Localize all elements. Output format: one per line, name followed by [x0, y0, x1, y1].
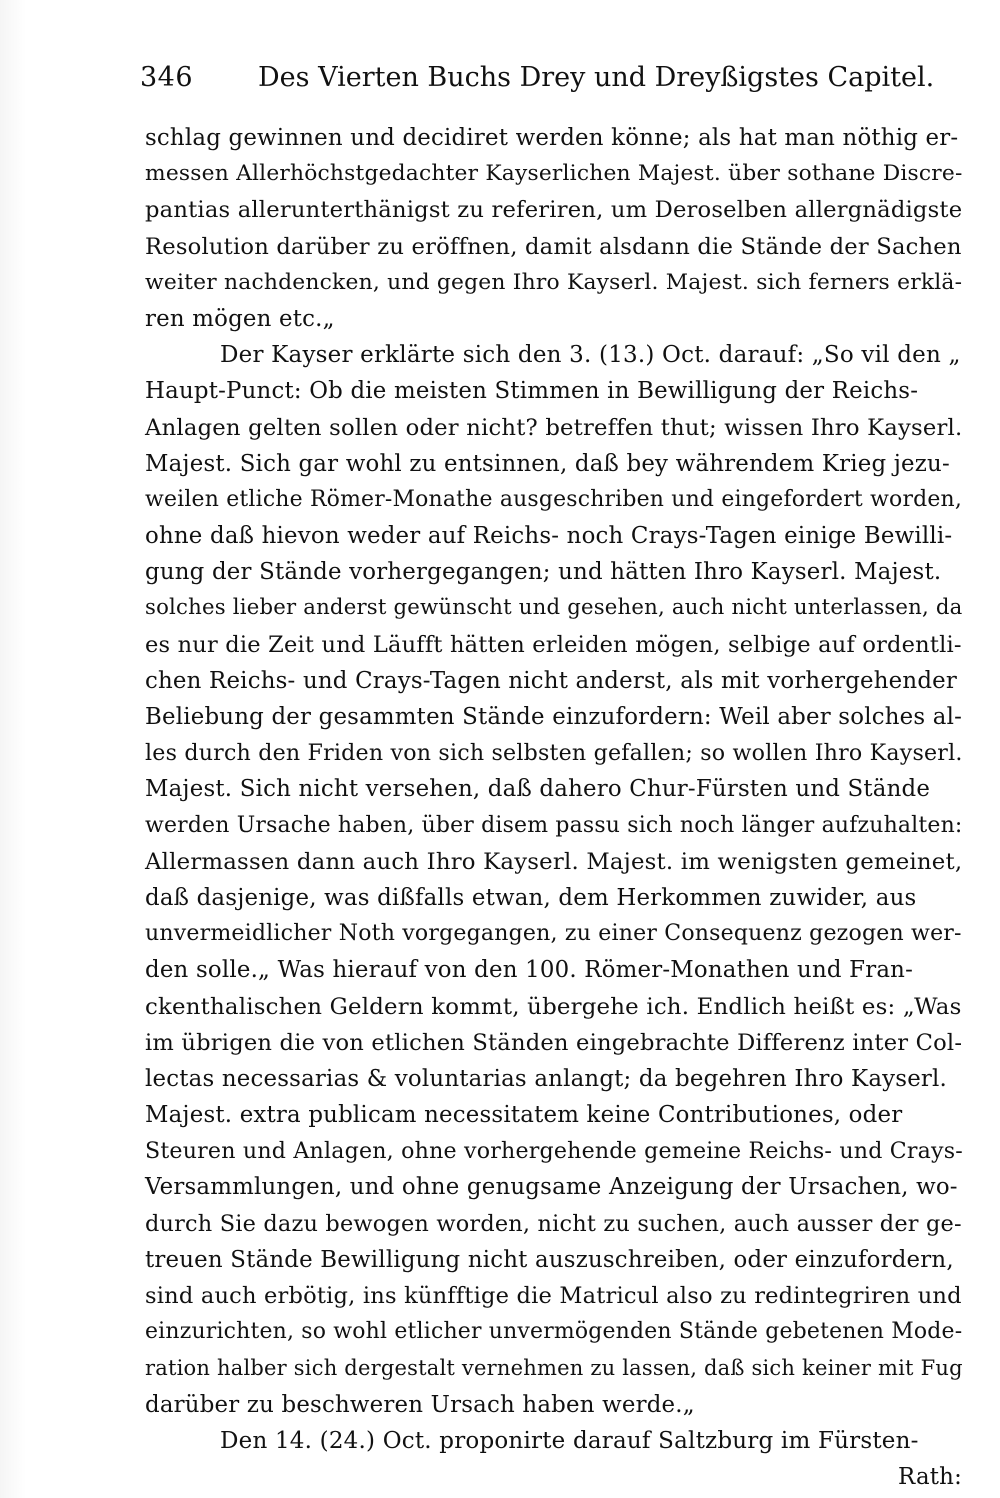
text-line: messen Allerhöchstgedachter Kayserlichen Majest. über sothane Discre- — [145, 161, 963, 187]
text-line: es nur die Zeit und Läufft hätten erleiden mögen, selbige auf ordentli- — [145, 631, 962, 658]
text-line: les durch den Friden von sich selbsten gefallen; so wollen Ihro Kayserl. — [145, 740, 963, 767]
text-line: durch Sie dazu bewogen worden, nicht zu suchen, auch ausser der ge- — [145, 1210, 962, 1237]
text-line: darüber zu beschweren Ursach haben werde.„ — [145, 1391, 695, 1418]
text-line: Steuren und Anlagen, ohne vorhergehende gemeine Reichs- und Crays- — [145, 1138, 963, 1165]
page-number: 346 — [140, 62, 194, 93]
text-line: Allermassen dann auch Ihro Kayserl. Majest. im wenigsten gemeinet, — [145, 848, 963, 875]
page-edge-shadow — [0, 0, 26, 1498]
text-line: einzurichten, so wohl etlicher unvermögenden Stände gebetenen Mode- — [145, 1319, 963, 1345]
text-line: im übrigen die von etlichen Ständen eingebrachte Differenz inter Col- — [145, 1029, 963, 1056]
text-line: werden Ursache haben, über disem passu sich noch länger aufzuhalten: — [145, 812, 963, 838]
body-text — [145, 120, 967, 1495]
catchword-line: Rath: — [898, 1463, 962, 1490]
text-line: Resolution darüber zu eröffnen, damit alsdann die Stände der Sachen — [145, 233, 962, 260]
paragraph-start-line: Der Kayser erklärte sich den 3. (13.) Oct. darauf: „So vil den „ — [220, 342, 961, 369]
text-line: weiter nachdencken, und gegen Ihro Kayserl. Majest. sich ferners erklä- — [145, 269, 963, 295]
text-line: Majest. extra publicam necessitatem keine Contributiones, oder — [145, 1102, 903, 1129]
text-line: sind auch erbötig, ins künfftige die Matricul also zu redintegriren und — [145, 1283, 962, 1309]
text-line: lectas necessarias & voluntarias anlangt; da begehren Ihro Kayserl. — [145, 1065, 948, 1092]
text-line: Majest. Sich gar wohl zu entsinnen, daß bey währendem Krieg jezu- — [145, 450, 950, 477]
running-head: Des Vierten Buchs Drey und Dreyßigstes Capitel. — [258, 62, 935, 93]
text-line: weilen etliche Römer-Monathe ausgeschriben und eingefordert worden, — [145, 486, 963, 512]
text-line: schlag gewinnen und decidiret werden könne; als hat man nöthig er- — [145, 125, 959, 151]
text-line: ohne daß hievon weder auf Reichs- noch Crays-Tagen einige Bewilli- — [145, 523, 953, 550]
text-line: Anlagen gelten sollen oder nicht? betreffen thut; wissen Ihro Kayserl. — [145, 414, 963, 441]
text-line: pantias allerunterthänigst zu referiren, um Deroselben allergnädigste — [145, 197, 963, 224]
text-line: gung der Stände vorhergegangen; und hätten Ihro Kayserl. Majest. — [145, 559, 942, 586]
text-line: Versammlungen, und ohne genugsame Anzeigung der Ursachen, wo- — [145, 1174, 958, 1201]
text-line: ren mögen etc.„ — [145, 305, 335, 332]
text-line: daß dasjenige, was dißfalls etwan, dem Herkommen zuwider, aus — [145, 884, 917, 911]
text-line: solches lieber anderst gewünscht und gesehen, auch nicht unterlassen, da — [145, 595, 963, 621]
text-line: den solle.„ Was hierauf von den 100. Römer-Monathen und Fran- — [145, 957, 914, 984]
text-line: treuen Stände Bewilligung nicht auszuschreiben, oder einzufordern, — [145, 1246, 954, 1273]
text-line: unvermeidlicher Noth vorgegangen, zu einer Consequenz gezogen wer- — [145, 921, 962, 947]
text-line: chen Reichs- und Crays-Tagen nicht anderst, als mit vorhergehender — [145, 667, 958, 694]
text-line: ckenthalischen Geldern kommt, übergehe ich. Endlich heißt es: „Was — [145, 993, 962, 1020]
page-header — [140, 58, 960, 102]
paragraph-start-line: Den 14. (24.) Oct. proponirte darauf Saltzburg im Fürsten- — [220, 1427, 919, 1454]
text-line: ration halber sich dergestalt vernehmen zu lassen, daß sich keiner mit Fug — [145, 1355, 963, 1381]
text-line: Majest. Sich nicht versehen, daß dahero Chur-Fürsten und Stände — [145, 776, 931, 803]
text-line: Beliebung der gesammten Stände einzufordern: Weil aber solches al- — [145, 704, 963, 730]
text-line: Haupt-Punct: Ob die meisten Stimmen in Bewilligung der Reichs- — [145, 378, 919, 405]
